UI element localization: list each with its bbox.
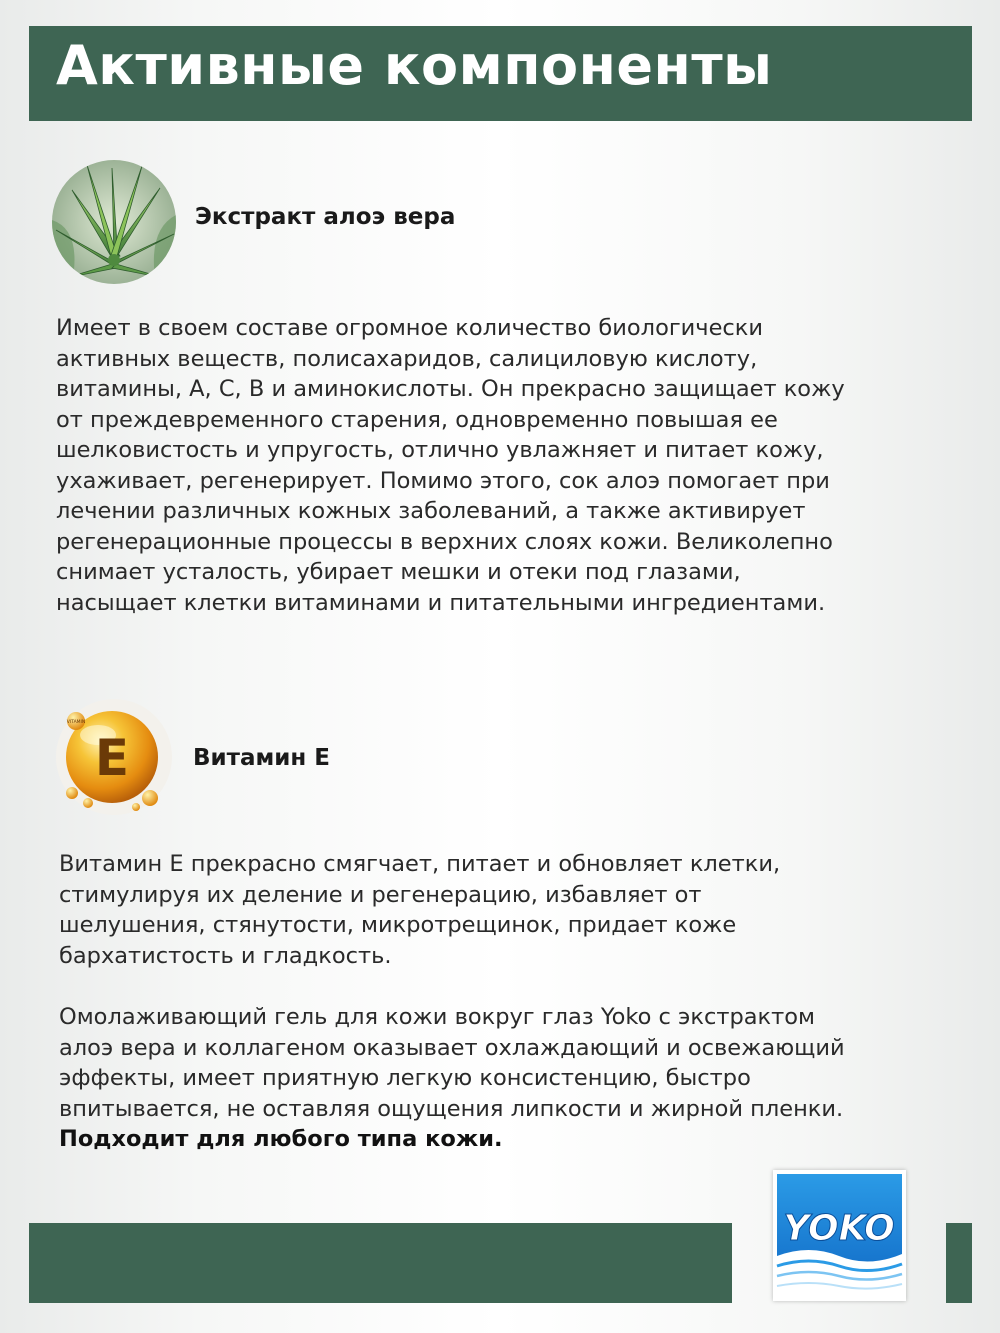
footer-bar-left	[29, 1223, 732, 1303]
ingredient-name-vitamin-e: Витамин Е	[193, 745, 331, 771]
description-line: от преждевременного старения, одновременно повышая ее	[56, 406, 778, 433]
product-description	[59, 1002, 845, 1155]
description-line: Имеет в своем составе огромное количество биологически	[56, 315, 763, 341]
logo-text: YOKO	[783, 1208, 895, 1249]
description-line: Омолаживающий гель для кожи вокруг глаз Yoko с экстрактом	[59, 1004, 815, 1030]
vitamin-small-label: VITAMIN	[66, 720, 86, 725]
description-line: активных веществ, полисахаридов, салициловую кислоту,	[56, 345, 758, 372]
description-line: эффекты, имеет приятную легкую консистенцию, быстро	[59, 1065, 751, 1091]
description-line: стимулируя их деление и регенерацию, избавляет от	[59, 881, 702, 908]
description-line: шелушения, стянутости, микротрещинок, придает коже	[59, 912, 737, 938]
description-line: шелковистость и упругость, отлично увлажняет и питает кожу,	[56, 437, 824, 463]
description-line: алоэ вера и коллагеном оказывает охлаждающий и освежающий	[59, 1034, 845, 1061]
description-line: снимает усталость, убирает мешки и отеки под глазами,	[56, 559, 741, 585]
description-line: ухаживает, регенерирует. Помимо этого, сок алоэ помогает при	[56, 467, 830, 494]
vitamin-e-icon	[50, 697, 174, 821]
description-line: бархатистость и гладкость.	[59, 942, 392, 969]
footer-bar-right	[946, 1223, 972, 1303]
yoko-logo	[773, 1170, 906, 1301]
description-line: впитывается, не оставляя ощущения липкости и жирной пленки.	[59, 1095, 844, 1122]
skin-type-emphasis: Подходит для любого типа кожи.	[59, 1126, 503, 1152]
ingredient-name-aloe: Экстракт алоэ вера	[195, 204, 456, 230]
vitamin-e-letter: E	[94, 729, 130, 787]
aloe-description	[56, 313, 845, 618]
description-line: витамины, А, С, В и аминокислоты. Он прекрасно защищает кожу	[56, 376, 845, 402]
description-line: регенерационные процессы в верхних слоях кожи. Великолепно	[56, 528, 833, 555]
description-line: насыщает клетки витаминами и питательными ингредиентами.	[56, 589, 826, 616]
description-line: Витамин Е прекрасно смягчает, питает и обновляет клетки,	[59, 851, 781, 877]
aloe-vera-icon	[52, 160, 176, 284]
page-title: Активные компоненты	[56, 34, 773, 97]
description-line: лечении различных кожных заболеваний, а также активирует	[56, 498, 806, 524]
vitamin-e-description	[59, 849, 780, 971]
